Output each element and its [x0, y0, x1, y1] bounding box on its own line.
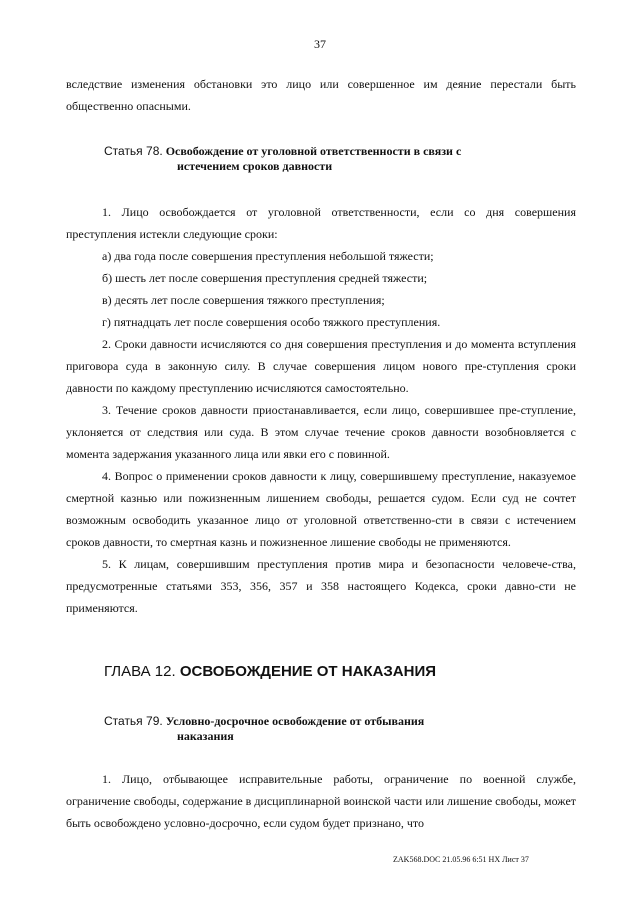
article-list-item: г) пятнадцать лет после совершения особо тяжкого преступления. [102, 315, 441, 329]
article-paragraph: 4. Вопрос о применении сроков давности к лицу, совершившему преступление, наказуемое смертной казнью или пожизненным лишением свободы, решается судом. Если суд не сочтет возможным освободить указанное лицо от уголовной ответственно-сти в связи с истечением сроков давности, то смертная казнь и пожизненное лишение свободы не применяются. [66, 469, 576, 549]
article-paragraph: 3. Течение сроков давности приостанавливается, если лицо, совершившее пре-ступление, уклоняется от следствия или суда. В этом случае течение сроков давности возобновляется с момента задержания указанного лица или явки его с повинной. [66, 403, 576, 461]
article-79-heading [104, 714, 574, 744]
article-list-item: а) два года после совершения преступления небольшой тяжести; [102, 249, 434, 263]
chapter-heading [104, 663, 436, 680]
article-78-heading [104, 144, 574, 174]
article-paragraph: 5. К лицам, совершившим преступления против мира и безопасности человече-ства, предусмотренные статьями 353, 356, 357 и 358 настоящего Кодекса, сроки давно-сти не применяются. [66, 557, 576, 615]
document-footer: ZAK568.DOC 21.05.96 6:51 НХ Лист 37 [393, 855, 529, 864]
article-title-continued: наказания [177, 729, 234, 743]
article-78-body [66, 201, 576, 619]
article-79-body [66, 768, 576, 834]
article-paragraph: 1. Лицо, отбывающее исправительные работы, ограничение по военной службе, ограничение свободы, содержание в дисциплинарной воинской части или лишение свободы, может быть освобождено условно-досрочно, если судом будет признано, что [66, 772, 577, 830]
chapter-title: ОСВОБОЖДЕНИЕ ОТ НАКАЗАНИЯ [179, 663, 437, 680]
chapter-label: ГЛАВА 12. [104, 663, 176, 680]
article-label: Статья 79. [104, 714, 163, 728]
article-paragraph: 2. Сроки давности исчисляются со дня совершения преступления и до момента вступления приговора суда в законную силу. В случае совершения лицом нового пре-ступления сроки давности по каждому преступлению исчисляются самостоятельно. [66, 337, 576, 395]
intro-line: общественно опасными. [66, 99, 191, 113]
intro-paragraph [66, 73, 576, 117]
article-list-item: б) шесть лет после совершения преступления средней тяжести; [102, 271, 428, 285]
article-list-item: в) десять лет после совершения тяжкого преступления; [102, 293, 385, 307]
article-title: Условно-досрочное освобождение от отбывания [165, 714, 425, 728]
article-label: Статья 78. [104, 144, 163, 158]
page-number: 37 [314, 37, 326, 51]
article-paragraph: 1. Лицо освобождается от уголовной ответственности, если со дня совершения преступления истекли следующие сроки: [66, 205, 576, 241]
article-title-continued: истечением сроков давности [177, 159, 333, 173]
intro-line: вследствие изменения обстановки это лицо или совершенное им деяние перестали быть [66, 77, 576, 91]
article-title: Освобождение от уголовной ответственности в связи с [165, 144, 462, 158]
